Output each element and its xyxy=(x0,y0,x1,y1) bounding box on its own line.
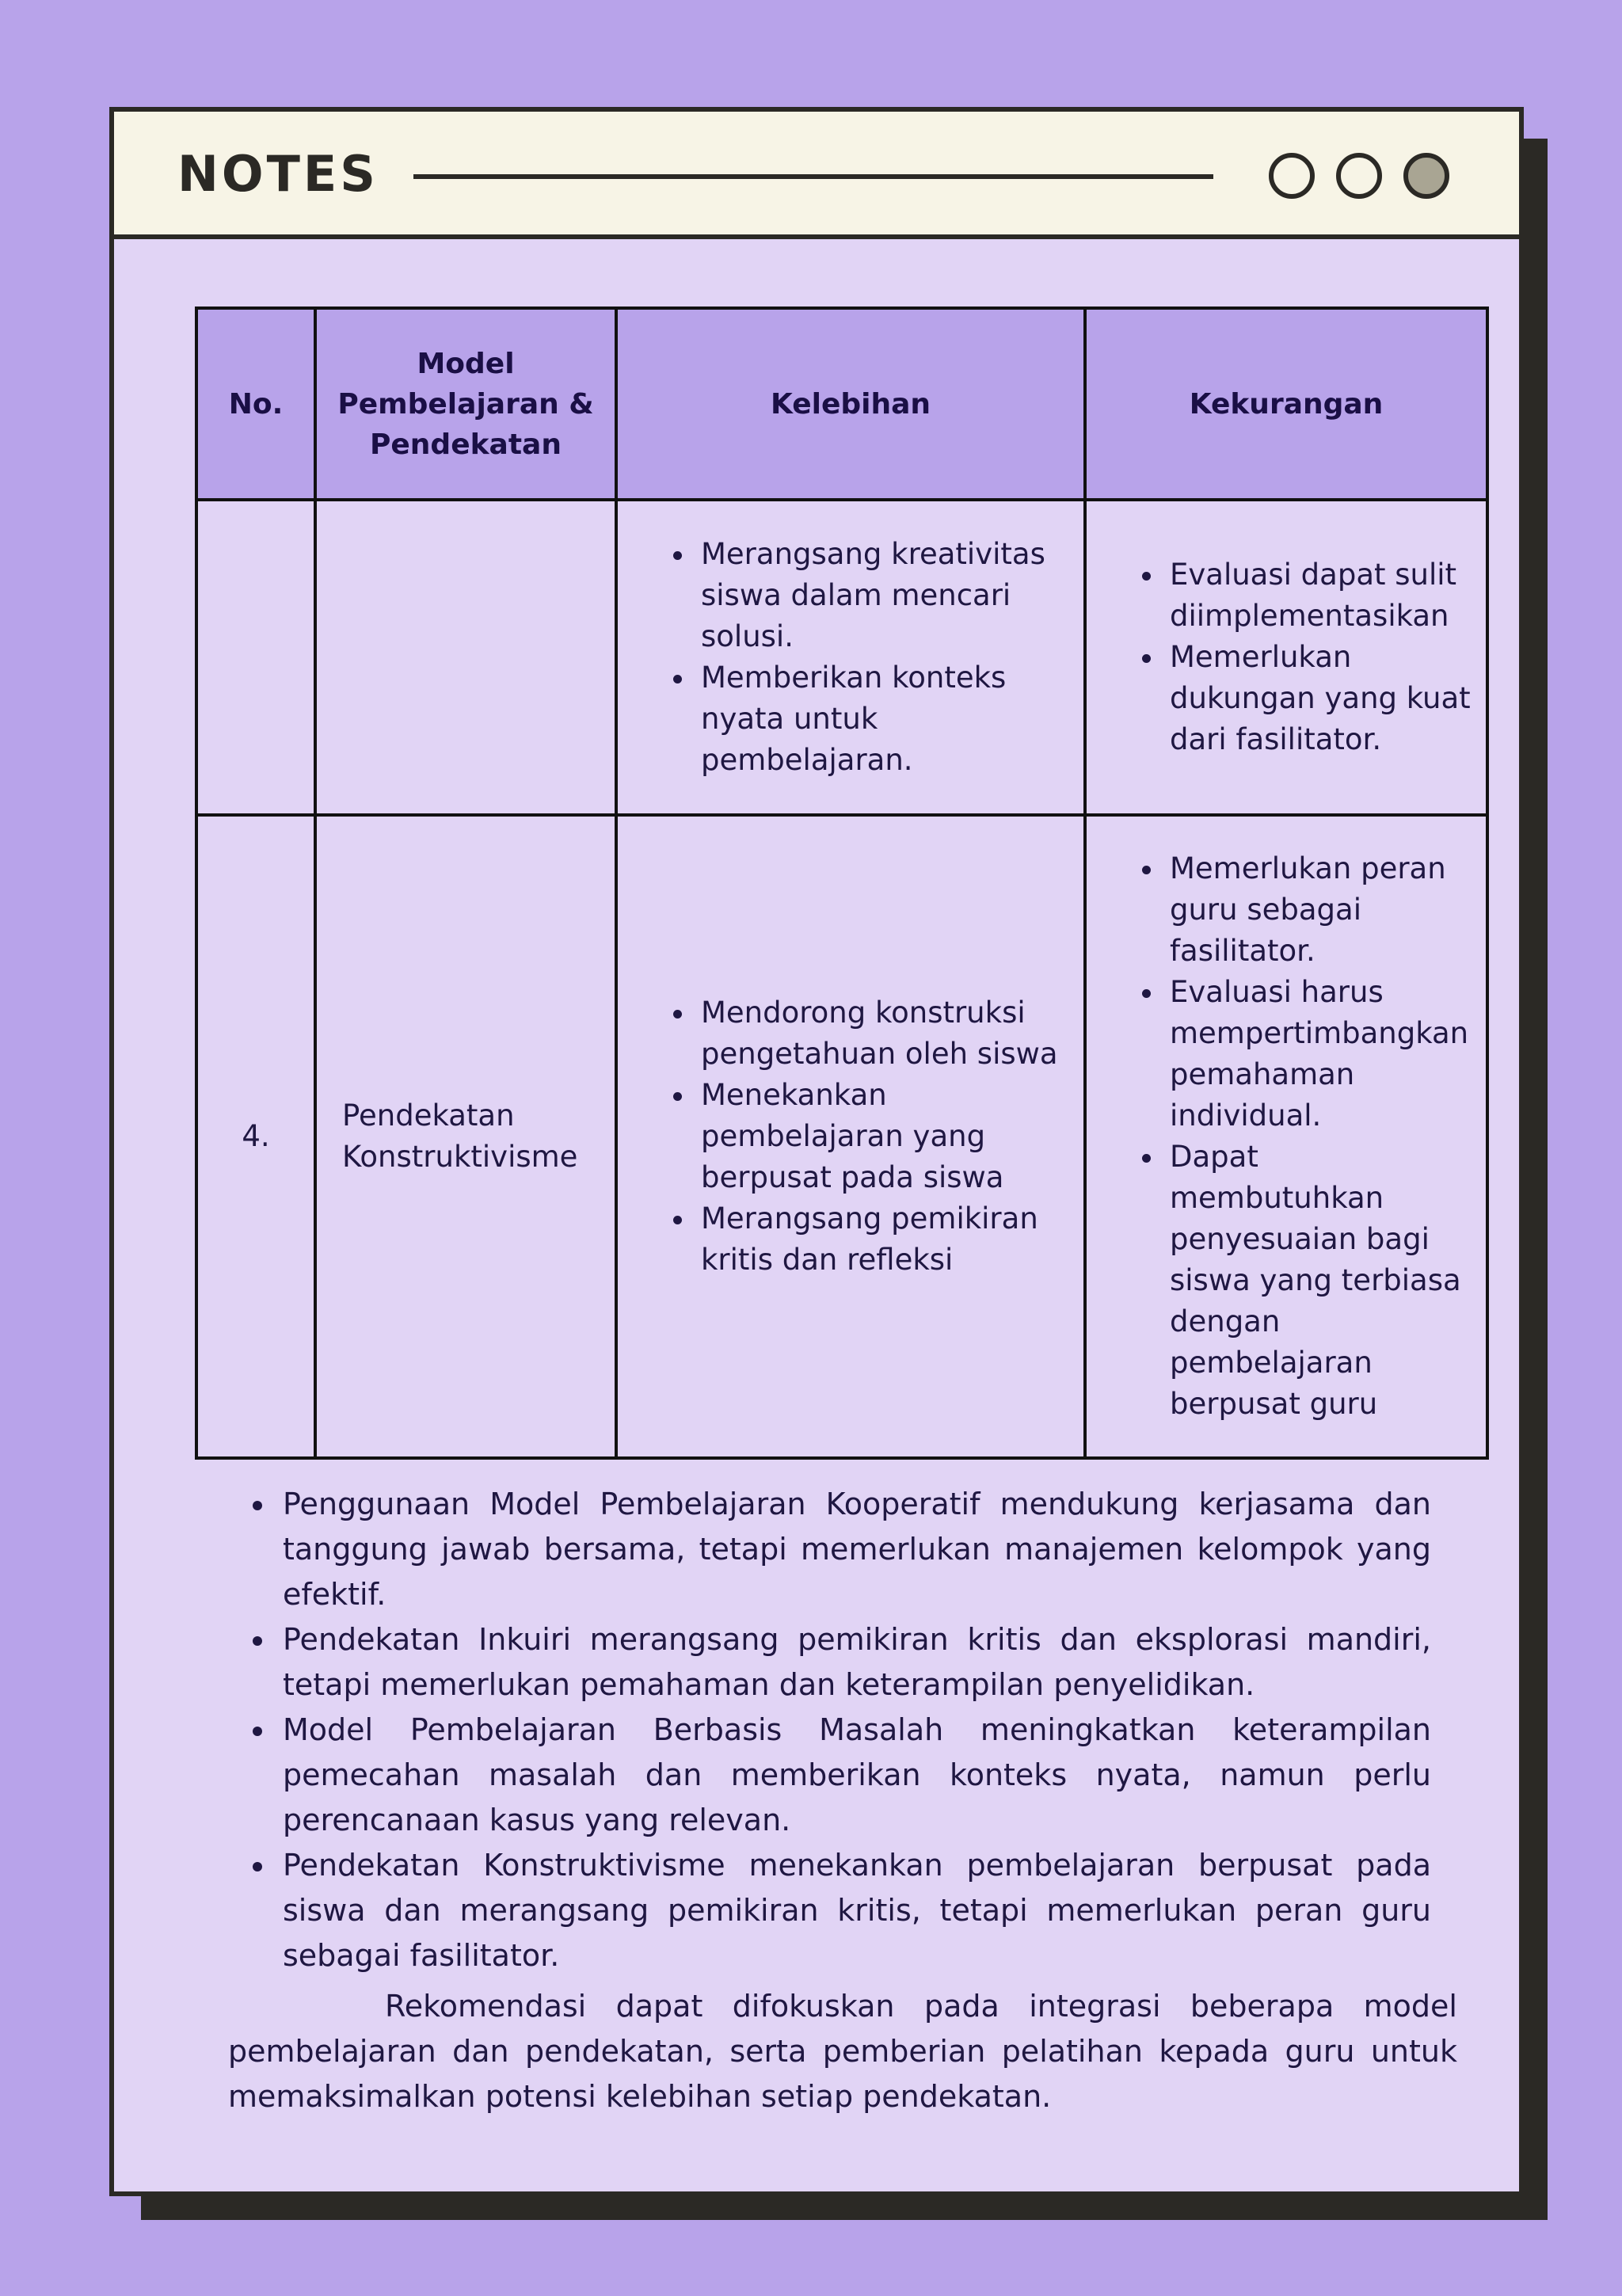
cell-kekurangan xyxy=(1085,815,1487,1458)
list-item: • Memerlukan dukungan yang kuat dari fasilitator. xyxy=(1165,637,1471,760)
cell-model: Pendekatan Konstruktivisme xyxy=(315,815,616,1458)
table-row xyxy=(196,815,1487,1458)
comparison-table xyxy=(195,307,1489,1460)
list-item: • Merangsang kreativitas siswa dalam mencari solusi. xyxy=(696,534,1068,657)
window-title: NOTES xyxy=(177,145,379,203)
list-item: • Menekankan pembelajaran yang berpusat pada siswa xyxy=(696,1075,1068,1198)
list-item: • Memerlukan peran guru sebagai fasilitator. xyxy=(1165,848,1471,972)
notes-window xyxy=(109,107,1524,2196)
cell-kelebihan xyxy=(616,500,1085,815)
list-item: • Evaluasi harus mempertimbangkan pemahaman individual. xyxy=(1165,972,1471,1137)
list-item: • Dapat membutuhkan penyesuaian bagi siswa yang terbiasa dengan pembelajaran berpusat guru xyxy=(1165,1137,1471,1425)
header-model: Model Pembelajaran & Pendekatan xyxy=(315,308,616,500)
title-divider-line xyxy=(413,174,1213,179)
header-kekurangan: Kekurangan xyxy=(1085,308,1487,500)
window-circle-button-3[interactable] xyxy=(1403,153,1449,199)
cell-kelebihan xyxy=(616,815,1085,1458)
window-circle-button-2[interactable] xyxy=(1336,153,1382,199)
table-header-row xyxy=(196,308,1487,500)
cell-no xyxy=(196,500,315,815)
recommendation-paragraph: Rekomendasi dapat difokuskan pada integrasi beberapa model pembelajaran dan pendekatan, serta pemberian pelatihan kepada guru untuk memaksimalkan potensi kelebihan setiap pendekatan. xyxy=(228,1989,1457,2114)
summary-item: • Pendekatan Inkuiri merangsang pemikiran kritis dan eksplorasi mandiri, tetapi memerlukan pemahaman dan keterampilan penyelidikan. xyxy=(276,1617,1431,1708)
header-no: No. xyxy=(196,308,315,500)
summary-list xyxy=(241,1482,1431,1978)
cell-no: 4. xyxy=(196,815,315,1458)
list-item: • Merangsang pemikiran kritis dan refleksi xyxy=(696,1198,1068,1281)
cell-kekurangan xyxy=(1085,500,1487,815)
title-bar xyxy=(114,112,1519,239)
window-circle-button-1[interactable] xyxy=(1269,153,1315,199)
summary-item: • Penggunaan Model Pembelajaran Kooperatif mendukung kerjasama dan tanggung jawab bersama, tetapi memerlukan manajemen kelompok yang efektif. xyxy=(276,1482,1431,1617)
list-item: • Memberikan konteks nyata untuk pembelajaran. xyxy=(696,657,1068,781)
summary-item: • Model Pembelajaran Berbasis Masalah meningkatkan keterampilan pemecahan masalah dan memberikan konteks nyata, namun perlu perencanaan kasus yang relevan. xyxy=(276,1708,1431,1843)
list-item: • Mendorong konstruksi pengetahuan oleh siswa xyxy=(696,992,1068,1075)
cell-model xyxy=(315,500,616,815)
summary-item: • Pendekatan Konstruktivisme menekankan pembelajaran berpusat pada siswa dan merangsang pemikiran kritis, tetapi memerlukan peran guru sebagai fasilitator. xyxy=(276,1843,1431,1978)
table-row xyxy=(196,500,1487,815)
list-item: • Evaluasi dapat sulit diimplementasikan xyxy=(1165,554,1471,637)
header-kelebihan: Kelebihan xyxy=(616,308,1085,500)
